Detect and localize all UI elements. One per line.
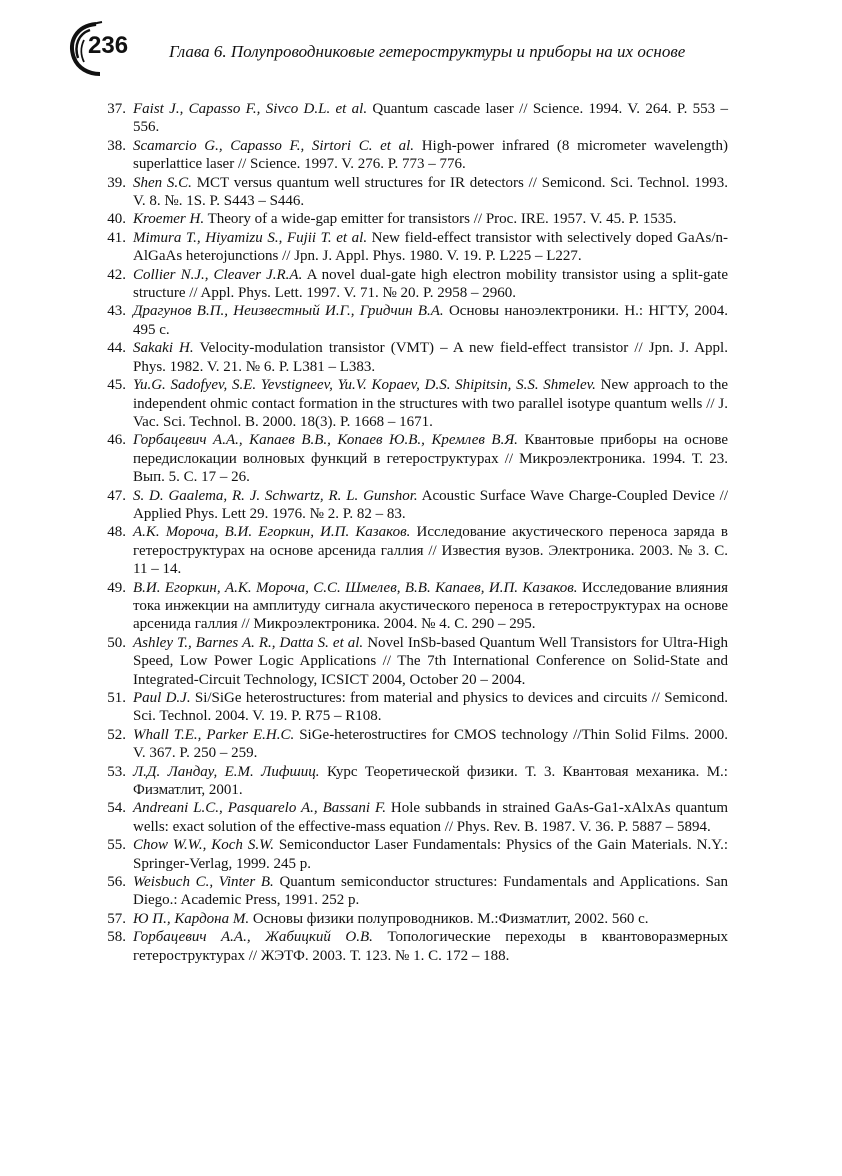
reference-authors: Andreani L.C., Pasquarelo A., Bassani F. (133, 800, 386, 817)
running-title: Глава 6. Полупроводниковые гетероструктуры и приборы на их основе (169, 42, 686, 61)
reference-authors: Whall T.E., Parker E.H.C. (133, 726, 295, 743)
reference-number: 52. (107, 726, 126, 743)
reference-text: New approach to the independent ohmic contact formation in the structures with two parallel isotype quantum wells // J. Vac. Sci. Technol. B. 2000. 18(3). P. 1668 – 1671. (133, 377, 728, 430)
reference-text: Quantum semiconductor structures: Fundamentals and Applications. San Diego.: Academic Press, 1991. 252 p. (133, 874, 728, 909)
reference-number: 53. (107, 763, 126, 780)
reference-number: 57. (107, 910, 126, 927)
reference-number: 51. (107, 690, 126, 706)
reference-item (100, 579, 728, 634)
reference-text: High-power infrared (8 micrometer wavelength) superlattice laser // Science. 1997. V. 276. P. 773 – 776. (133, 137, 728, 173)
reference-item (100, 689, 728, 726)
reference-authors: Faist J., Capasso F., Sivco D.L. et al. (133, 101, 368, 117)
reference-authors: Горбацевич А.А., Капаев В.В., Копаев Ю.В., Кремлев В.Я. (133, 432, 518, 449)
reference-number: 45. (107, 377, 126, 394)
reference-text: Semiconductor Laser Fundamentals: Physics of the Gain Materials. N.Y.: Springer-Verlag, 1999. 245 p. (133, 837, 729, 872)
reference-number: 41. (107, 229, 126, 246)
reference-item (100, 726, 728, 763)
reference-item (100, 836, 728, 873)
reference-text: Квантовые приборы на основе передислокации волновых функций в гетероструктурах // Микроэлектроника. 1994. Т. 23. Вып. 5. С. 17 – 26. (133, 432, 729, 486)
reference-text: Novel InSb-based Quantum Well Transistors for Ultra-High Speed, Low Power Logic Applications // The 7th International Conference on Solid-State and Integrated-Circuit Technology, ICSICT 2004, October 20 – 2004. (133, 634, 729, 688)
reference-number: 38. (107, 137, 126, 154)
reference-authors: Paul D.J. (133, 690, 191, 706)
reference-authors: Shen S.C. (133, 174, 192, 191)
reference-authors: Sakaki H. (133, 340, 194, 357)
reference-item (100, 799, 728, 836)
reference-number: 47. (107, 487, 126, 504)
reference-text: Исследование влияния тока инжекции на амплитуду сигнала акустического переноса в гетероструктурах на основе арсенида галлия // Микроэлектроника. 2004. № 4. С. 290 – 295. (133, 579, 728, 633)
reference-item (100, 137, 728, 174)
reference-authors: Ashley T., Barnes A. R., Datta S. et al. (133, 634, 364, 651)
reference-authors: Ю П., Кардона М. (133, 910, 250, 927)
reference-number: 42. (107, 266, 126, 283)
reference-number: 54. (107, 800, 126, 817)
reference-number: 44. (107, 340, 126, 357)
reference-text: New field-effect transistor with selectively doped GaAs/n-AlGaAs heterojunctions // Jpn. J. Appl. Phys. 1980. V. 19. P. L225 – L227. (133, 229, 728, 265)
reference-number: 58. (107, 929, 126, 946)
reference-item (100, 210, 728, 228)
reference-text: SiGe-heterostructires for CMOS technology //Thin Solid Films. 2000. V. 367. P. 250 – 259. (133, 726, 728, 762)
reference-text: Velocity-modulation transistor (VMT) – A new field-effect transistor // Jpn. J. Appl. Phys. 1982. V. 21. № 6. P. L381 – L383. (133, 340, 728, 375)
reference-item (100, 174, 728, 211)
reference-number: 49. (107, 579, 126, 596)
reference-text: Курс Теоретической физики. Т. 3. Квантовая механика. М.: Физматлит, 2001. (133, 763, 728, 799)
reference-authors: Weisbuch C., Vinter B. (133, 874, 274, 891)
reference-item (100, 229, 728, 266)
reference-authors: Л.Д. Ландау, Е.М. Лифшиц. (133, 763, 320, 780)
reference-authors: В.И. Егоркин, А.К. Мороча, С.С. Шмелев, В.В. Капаев, И.П. Казаков. (133, 579, 578, 596)
reference-authors: Collier N.J., Cleaver J.R.A. (133, 266, 303, 283)
reference-item (100, 634, 728, 689)
reference-number: 48. (107, 524, 126, 541)
reference-number: 55. (107, 837, 126, 854)
reference-item (100, 339, 728, 376)
reference-number: 37. (107, 101, 126, 117)
page-number: 236 (88, 32, 129, 59)
reference-number: 40. (107, 211, 126, 228)
reference-authors: Драгунов В.П., Неизвестный И.Г., Гридчин В.А. (133, 303, 444, 320)
reference-text: Si/SiGe heterostructures: from material and physics to devices and circuits // Semicond. Sci. Technol. 2004. V. 19. P. R75 – R108. (133, 690, 728, 725)
reference-authors: Kroemer H. (133, 211, 205, 228)
reference-item (100, 266, 728, 303)
reference-number: 50. (107, 634, 126, 651)
reference-authors: Yu.G. Sadofyev, S.E. Yevstigneev, Yu.V. Kopaev, D.S. Shipitsin, S.S. Shmelev. (133, 377, 596, 394)
reference-text: Топологические переходы в квантоворазмерных гетероструктурах // ЖЭТФ. 2003. Т. 123. № 1. С. 172 – 188. (133, 929, 728, 964)
reference-item (100, 302, 728, 339)
reference-item (100, 487, 728, 524)
reference-number: 46. (107, 432, 126, 449)
reference-text: Исследование акустического переноса заряда в гетероструктурах на основе арсенида галлия // Известия вузов. Электроника. 2003. № 3. С. 11 – 14. (133, 524, 729, 578)
reference-text: MCT versus quantum well structures for IR detectors // Semicond. Sci. Technol. 1993. V. 8. №. 1S. P. S443 – S446. (133, 174, 728, 210)
reference-item (100, 873, 728, 910)
reference-number: 39. (107, 174, 126, 191)
reference-item (100, 100, 728, 137)
reference-authors: Mimura T., Hiyamizu S., Fujii T. et al. (133, 229, 368, 246)
reference-text: Quantum cascade laser // Science. 1994. V. 264. P. 553 – 556. (133, 101, 728, 136)
reference-authors: Chow W.W., Koch S.W. (133, 837, 274, 854)
reference-text: Acoustic Surface Wave Charge-Coupled Device // Applied Phys. Lett 29. 1976. № 2. P. 82 – 83. (133, 487, 728, 522)
reference-text: Основы физики полупроводников. М.:Физматлит, 2002. 560 с. (249, 910, 649, 927)
reference-authors: Scamarcio G., Capasso F., Sirtori C. et al. (133, 137, 415, 154)
reference-text: A novel dual-gate high electron mobility transistor using a split-gate structure // Appl. Phys. Lett. 1997. V. 71. № 20. P. 2958 – 2960. (133, 266, 728, 302)
reference-item (100, 910, 728, 928)
reference-number: 43. (107, 303, 126, 320)
reference-number: 56. (107, 874, 126, 891)
reference-authors: Горбацевич А.А., Жабицкий О.В. (133, 929, 373, 946)
reference-item (100, 928, 728, 965)
reference-item (100, 763, 728, 800)
reference-text: Theory of a wide-gap emitter for transistors // Proc. IRE. 1957. V. 45. P. 1535. (204, 211, 677, 228)
reference-text: Hole subbands in strained GaAs-Ga1-xAlxAs quantum wells: exact solution of the effective-mass equation // Phys. Rev. B. 1987. V. 36. P. 5887 – 5894. (133, 800, 728, 835)
reference-authors: S. D. Gaalema, R. J. Schwartz, R. L. Gunshor. (133, 487, 418, 504)
reference-authors: А.К. Мороча, В.И. Егоркин, И.П. Казаков. (133, 524, 411, 541)
reference-item (100, 431, 728, 486)
reference-item (100, 376, 728, 431)
reference-list (100, 100, 728, 965)
reference-text: Основы наноэлектроники. Н.: НГТУ, 2004. 495 с. (133, 303, 728, 338)
reference-item (100, 523, 728, 578)
page-header (66, 18, 786, 78)
